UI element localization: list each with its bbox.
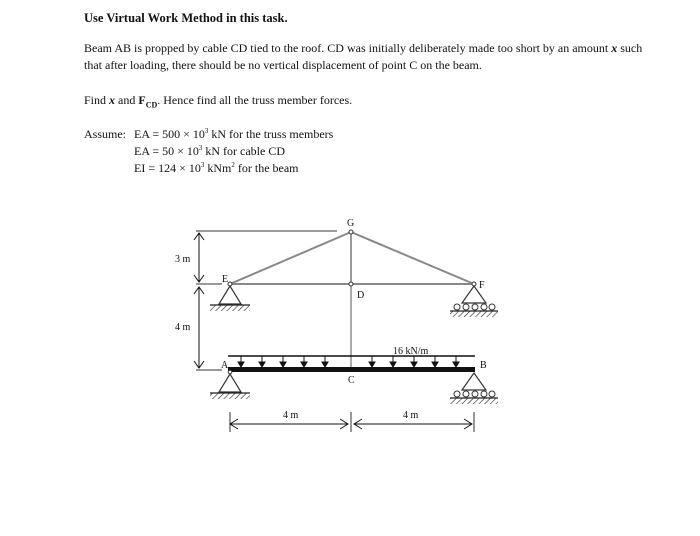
label-e: E — [222, 274, 229, 285]
label-g: G — [347, 218, 355, 229]
paragraph-part1: Beam AB is propped by cable CD tied to the roof. CD was initially deliberately made too short by an amount — [84, 41, 612, 55]
assume-line-cable-suffix: kN for cable CD — [202, 144, 286, 158]
assume-line-truss-prefix: EA = 500 × 10 — [134, 127, 205, 141]
assume-line-cable-prefix: EA = 50 × 10 — [134, 144, 199, 158]
label-f: F — [479, 280, 485, 291]
paragraph-part2: such that after loading, there should be no vertical displacement of point C on the beam. — [84, 41, 643, 72]
assume-line-beam-prefix: EI = 124 × 10 — [134, 161, 201, 175]
dimension-4m-vertical — [194, 287, 204, 368]
assume-line-truss-suffix: kN for the truss members — [208, 127, 334, 141]
support-e-pin — [210, 286, 250, 311]
label-c: C — [348, 375, 355, 386]
find-mid: and — [115, 93, 139, 107]
find-suffix: . Hence find all the truss member forces. — [157, 93, 353, 107]
truss-member-gf — [351, 232, 474, 284]
support-f-roller — [450, 286, 498, 317]
support-b-roller — [450, 373, 498, 404]
fcd-main: F — [138, 93, 146, 107]
assume-label: Assume: — [84, 127, 126, 141]
dim-3m-label: 3 m — [175, 254, 191, 265]
assume-line-beam-suffix: kNm — [204, 161, 232, 175]
assume-line-beam-exp: 3 — [200, 161, 205, 169]
fcd-sub: CD — [145, 100, 158, 110]
find-prefix: Find — [84, 93, 110, 107]
joint-d — [349, 282, 353, 286]
support-a-pin — [210, 370, 250, 399]
beam-ab — [228, 367, 475, 372]
find-x: x — [109, 93, 116, 107]
paragraph-x: x — [611, 41, 618, 55]
assume-line-cable-exp: 3 — [198, 144, 203, 152]
joint-g — [349, 230, 353, 234]
assume-line-truss-exp: 3 — [204, 127, 209, 135]
dim-4m-vertical-label: 4 m — [175, 322, 191, 333]
dim-4m-left-label: 4 m — [283, 410, 299, 421]
assume-line-beam-suffix2: for the beam — [234, 161, 299, 175]
task-heading: Use Virtual Work Method in this task. — [84, 11, 288, 25]
dimension-3m — [194, 233, 204, 282]
label-a: A — [221, 360, 229, 371]
load-label: 16 kN/m — [393, 346, 429, 357]
label-b: B — [480, 360, 487, 371]
label-d: D — [357, 290, 365, 301]
truss-member-eg — [230, 232, 351, 284]
dim-4m-right-label: 4 m — [403, 410, 419, 421]
assume-line-beam-exp2: 2 — [231, 161, 235, 169]
